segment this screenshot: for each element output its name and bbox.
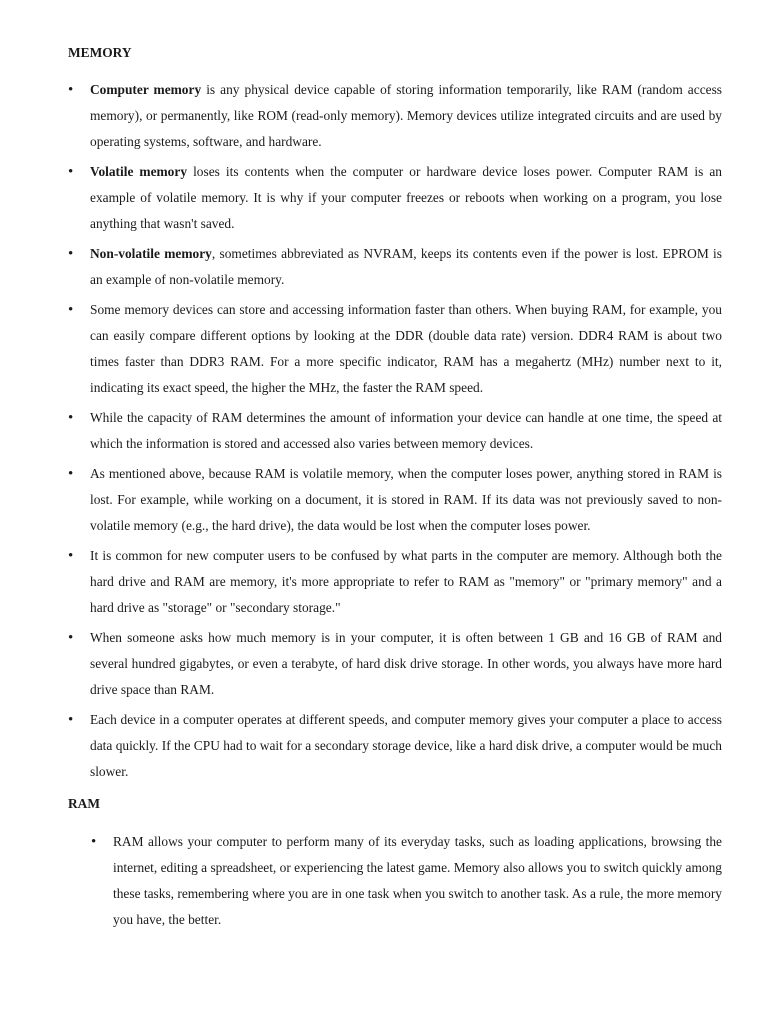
item-text: is any physical device capable of storing information temporarily, like RAM (random access memory), or permanently, like ROM (read-only memory). Memory devices utilize integrated circuits and are used by operating systems, software, and hardware. [90, 82, 723, 149]
item-text: It is common for new computer users to be confused by what parts in the computer are memory. Although both the hard drive and RAM are memory, it's more appropriate to refer to RAM as "memory" or "primary memory" and a hard drive as "storage" or "secondary storage." [90, 548, 722, 615]
list-item [68, 159, 722, 237]
bold-term: Volatile memory [90, 164, 188, 179]
section-heading-memory: MEMORY [68, 45, 132, 60]
list-item [68, 241, 722, 293]
list-item [68, 543, 722, 621]
item-text: When someone asks how much memory is in your computer, it is often between 1 GB and 16 GB of RAM and several hundred gigabytes, or even a terabyte, of hard disk drive storage. In other words, you always have more hard drive space than RAM. [90, 630, 722, 697]
item-text: While the capacity of RAM determines the amount of information your device can handle at one time, the speed at which the information is stored and accessed also varies between memory devices. [90, 410, 722, 451]
section-heading-ram: RAM [68, 796, 100, 811]
list-item [68, 625, 722, 703]
bold-term: Non-volatile memory [90, 246, 212, 261]
ram-bullet-list [68, 829, 722, 933]
memory-bullet-list [68, 77, 722, 785]
list-item [68, 405, 722, 457]
list-item [68, 707, 722, 785]
list-item [91, 829, 722, 933]
bold-term: Computer memory [90, 82, 202, 97]
item-text: As mentioned above, because RAM is volatile memory, when the computer loses power, anything stored in RAM is lost. For example, while working on a document, it is stored in RAM. If its data was not previously saved to non-volatile memory (e.g., the hard drive), the data would be lost when the computer loses power. [90, 466, 722, 533]
item-text: loses its contents when the computer or hardware device loses power. Computer RAM is an example of volatile memory. It is why if your computer freezes or reboots when working on a program, you lose anything that wasn't saved. [90, 164, 722, 231]
list-item [68, 461, 722, 539]
list-item [68, 77, 722, 155]
item-text: , sometimes abbreviated as NVRAM, keeps its contents even if the power is lost. EPROM is an example of non-volatile memory. [90, 246, 722, 287]
list-item [68, 297, 722, 401]
item-text: Some memory devices can store and accessing information faster than others. When buying RAM, for example, you can easily compare different options by looking at the DDR (double data rate) version. DDR4 RAM is about two times faster than DDR3 RAM. For a more specific indicator, RAM has a megahertz (MHz) number next to it, indicating its exact speed, the higher the MHz, the faster the RAM speed. [90, 302, 722, 395]
item-text: RAM allows your computer to perform many of its everyday tasks, such as loading applications, browsing the internet, editing a spreadsheet, or experiencing the latest game. Memory also allows you to switch quickly among these tasks, remembering where you are in one task when you switch to another task. As a rule, the more memory you have, the better. [113, 834, 722, 927]
item-text: Each device in a computer operates at different speeds, and computer memory gives your computer a place to access data quickly. If the CPU had to wait for a secondary storage device, like a hard disk drive, a computer would be much slower. [90, 712, 722, 779]
